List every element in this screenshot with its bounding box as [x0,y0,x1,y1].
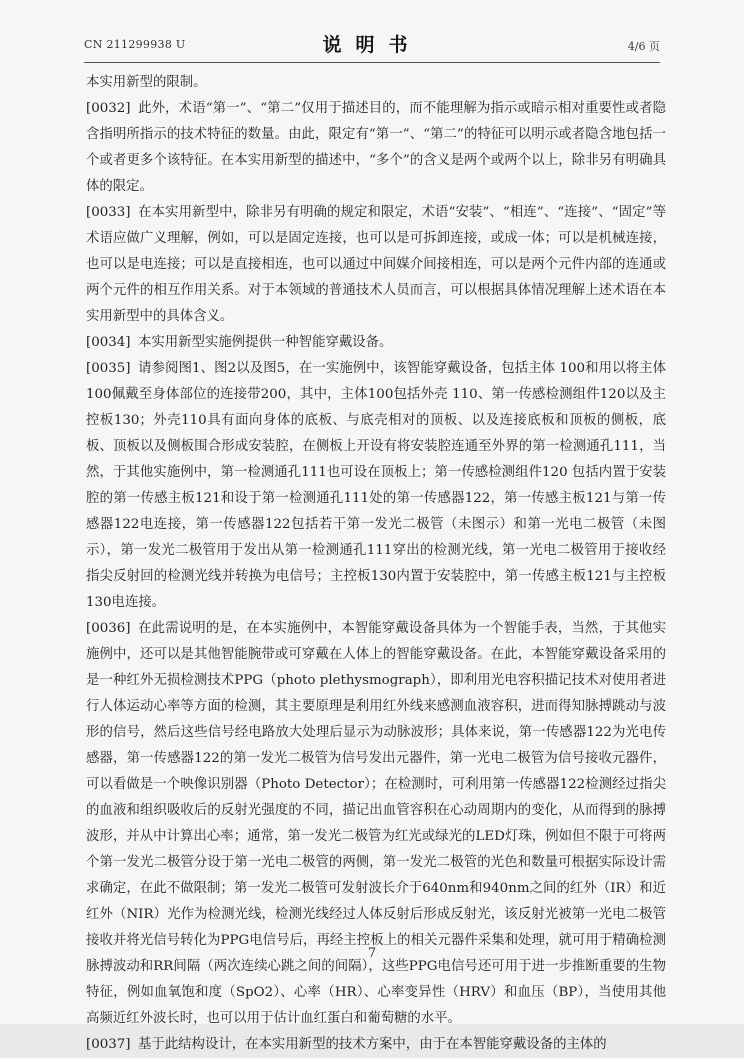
paragraph-number: [0034] [86,335,131,350]
paragraph-0036 [86,616,666,1032]
paragraph-text: 请参阅图1、图2以及图5，在一实施例中，该智能穿戴设备，包括主体 100和用以将主体100佩戴至身体部位的连接带200，其中，主体100包括外壳 110、第一传感检测组件120以及主控板130；外壳110具有面向身体的底板、与底壳相对的顶板、以及连接底板和顶板的侧板，底板、顶板以及侧板围合形成安装腔，在侧板上开设有将安装腔连通至外界的第一检测通孔111，当然，于其他实施例中，第一检测通孔111也可设在顶板上；第一传感检测组件120 包括内置于安装腔的第一传感主板121和设于第一检测通孔111处的第一传感器122，第一传感主板121与第一传感器122电连接，第一传感器122包括若干第一发光二极管（未图示）和第一光电二极管（未图示），第一发光二极管用于发出从第一检测通孔111穿出的检测光线，第一光电二极管用于接收经指尖反射回的检测光线并转换为电信号；主控板130内置于安装腔中，第一传感主板121与主控板130电连接。 [86,361,666,610]
paragraph-number: [0037] [86,1037,131,1052]
paragraph-number: [0032] [86,101,131,116]
paragraph-0037 [86,1032,666,1058]
paragraph-number: [0033] [86,205,131,220]
paragraph-number: [0035] [86,361,131,376]
paragraph-0035 [86,356,666,616]
paragraph-continuation [86,70,666,96]
paragraph-text: 基于此结构设计，在本实用新型的技术方案中，由于在本智能穿戴设备的主体的 [138,1037,607,1052]
document-body [86,70,666,1058]
paragraph-text: 此外，术语“第一”、“第二”仅用于描述目的，而不能理解为指示或暗示相对重要性或者隐含指明所指示的技术特征的数量。由此，限定有“第一”、“第二”的特征可以明示或者隐含地包括一个或者更多个该特征。在本实用新型的描述中，“多个”的含义是两个或两个以上，除非另有明确具体的限定。 [86,101,666,194]
paragraph-text: 在本实用新型中，除非另有明确的规定和限定，术语“安装”、“相连”、“连接”、“固定”等术语应做广义理解，例如，可以是固定连接，也可以是可拆卸连接，或成一体；可以是机械连接，也可以是电连接；可以是直接相连，也可以通过中间媒介间接相连，可以是两个元件内部的连通或两个元件的相互作用关系。对于本领域的普通技术人员而言，可以根据具体情况理解上述术语在本实用新型中的具体含义。 [86,205,666,324]
paragraph-text: 本实用新型的限制。 [86,75,207,90]
paragraph-text: 本实用新型实施例提供一种智能穿戴设备。 [138,335,393,350]
header-divider [84,62,660,63]
page-header [84,28,660,62]
document-title: 说明书 [322,34,422,56]
paragraph-0033 [86,200,666,330]
page-number: 7 [367,946,377,961]
publication-number: CN 211299938 U [84,38,186,51]
paragraph-0032 [86,96,666,200]
paragraph-number: [0036] [86,621,131,636]
paragraph-text: 在此需说明的是，在本实施例中，本智能穿戴设备具体为一个智能手表，当然，于其他实施例中，还可以是其他智能腕带或可穿戴在人体上的智能穿戴设备。在此，本智能穿戴设备采用的是一种红外无损检测技术PPG（photo plethysmograph），即利用光电容积描记技术对使用者进行人体运动心率等方面的检测，其主要原理是利用红外线来感测血液容积，进而得知脉搏跳动与波形的信号，然后这些信号经电路放大处理后显示为动脉波形；具体来说，第一传感器122为光电传感器，第一传感器122的第一发光二极管为信号发出元器件，第一光电二极管为信号接收元器件，可以看做是一个映像识别器（Photo Detector）；在检测时，可利用第一传感器122检测经过指尖的血液和组织吸收后的反射光强度的不同，描记出血管容积在心动周期内的变化，从而得到的脉搏波形，并从中计算出心率；通常，第一发光二极管为红光或绿光的LED灯珠，例如但不限于可将两个第一发光二极管分设于第一光电二极管的两侧，第一发光二极管的光色和数量可根据实际设计需求确定，在此不做限制；第一发光二极管可发射波长介于640nm和940nm之间的红外（IR）和近红外（NIR）光作为检测光线，检测光线经过人体反射后形成反射光，该反射光被第一光电二极管接收并将光信号转化为PPG电信号后，再经主控板上的相关元器件采集和处理，就可用于精确检测脉搏波动和RR间隔（两次连续心跳之间的间隔），这些PPG电信号还可用于进一步推断重要的生物特征，例如血氧饱和度（SpO2）、心率（HR）、心率变异性（HRV）和血压（BP），当使用其他高频近红外波长时，也可以用于估计血红蛋白和葡萄糖的水平。 [86,621,666,1026]
page-count: 4/6 页 [627,40,660,53]
paragraph-0034 [86,330,666,356]
